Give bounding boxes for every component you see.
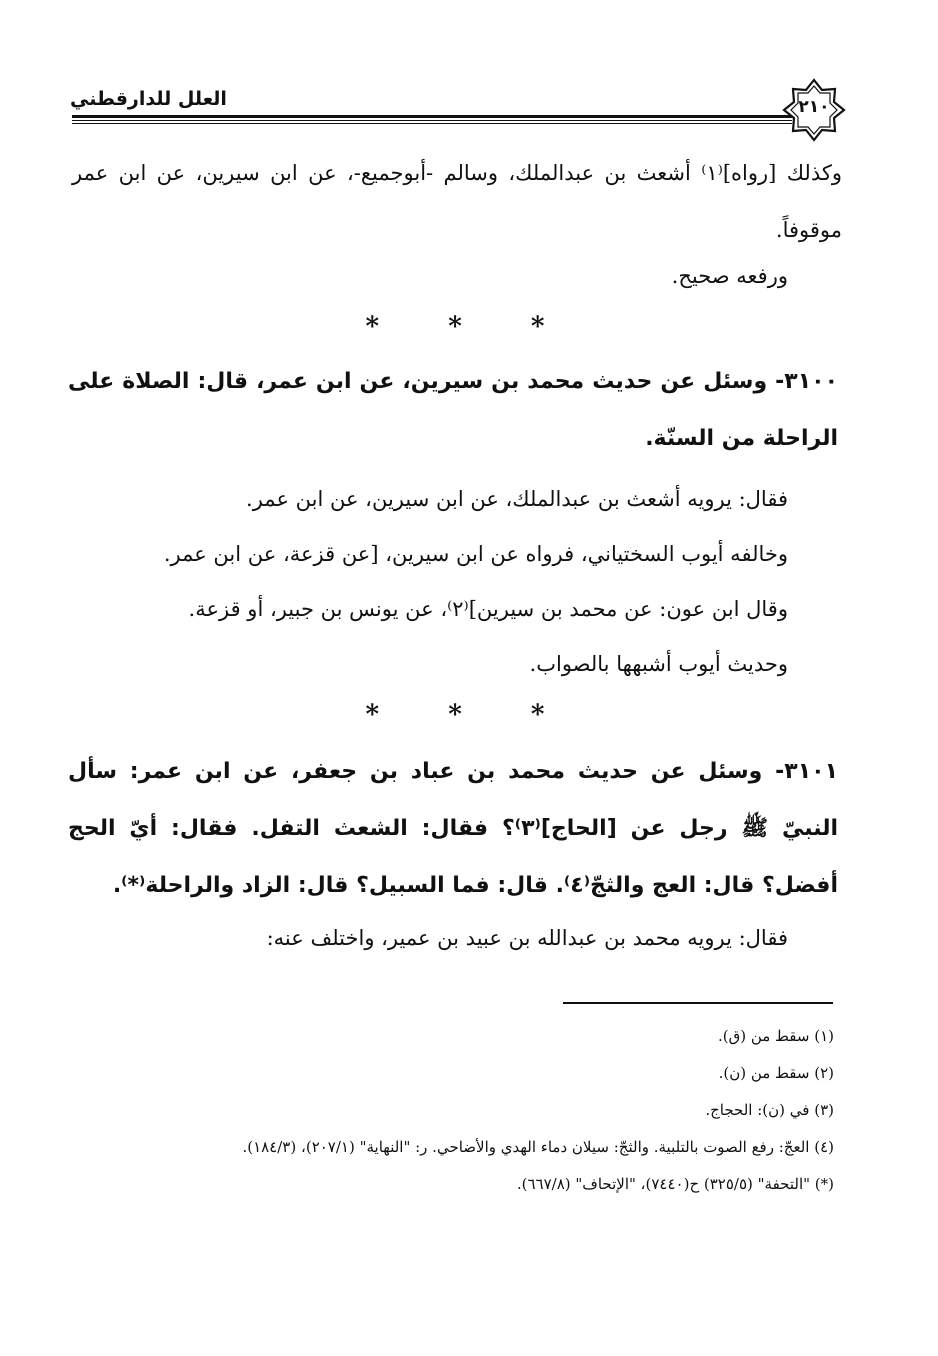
footnote-3: (٣) في (ن): الحجاج. bbox=[705, 1101, 834, 1119]
entry-3101-answer: فقال: يرويه محمد بن عبدالله بن عبيد بن عمير، واختلف عنه: bbox=[266, 926, 788, 950]
entry-3101-heading: ٣١٠١- وسئل عن حديث محمد بن عباد بن جعفر، عن ابن عمر: سأل النبيّ ﷺ رجل عن [الحاج]⁽٣⁾؟ فقال: الشعث التفل. فقال: أيّ الحج أفضل؟ قال: العج والثجّ⁽٤⁾. قال: فما السبيل؟ قال: الزاد والراحلة⁽*⁾. bbox=[68, 759, 838, 898]
separator-star: * bbox=[365, 312, 380, 342]
answer-line: وحديث أيوب أشبهها بالصواب. bbox=[529, 652, 788, 676]
footnote-separator bbox=[563, 1002, 833, 1004]
entry-3100-heading: ٣١٠٠- وسئل عن حديث محمد بن سيرين، عن ابن عمر، قال: الصلاة على الراحلة من السنّة. bbox=[68, 369, 838, 451]
footnotes bbox=[114, 1018, 834, 1203]
page-number-badge bbox=[782, 78, 846, 142]
footnote-1: (١) سقط من (ق). bbox=[717, 1027, 834, 1045]
footnote-star: (*) "التحفة" (٣٢٥/٥) ح(٧٤٤٠)، "الإتحاف" (٦٦٧/٨). bbox=[516, 1175, 834, 1193]
paragraph-verdict: ورفعه صحيح. bbox=[671, 264, 788, 288]
separator-star: * bbox=[530, 700, 545, 730]
separator-star: * bbox=[530, 312, 545, 342]
answer-line: فقال: يرويه أشعث بن عبدالملك، عن ابن سيرين، عن ابن عمر. bbox=[246, 487, 788, 511]
separator-star: * bbox=[448, 312, 462, 342]
answer-line: وقال ابن عون: عن محمد بن سيرين]⁽٢⁾، عن يونس بن جبير، أو قزعة. bbox=[188, 597, 788, 621]
header-rule bbox=[72, 120, 792, 121]
running-title: العلل للدارقطني bbox=[70, 88, 227, 110]
entry-3100-answer bbox=[108, 472, 788, 692]
footnote-4: (٤) العجّ: رفع الصوت بالتلبية. والثجّ: سيلان دماء الهدي والأضاحي. ر: "النهاية" (٢٠٧/١)، (١٨٤/٣). bbox=[242, 1138, 834, 1156]
page-number: ٢١٠ bbox=[798, 97, 830, 117]
answer-line: وخالفه أيوب السختياني، فرواه عن ابن سيرين، [عن قزعة، عن ابن عمر. bbox=[163, 542, 788, 566]
section-separator bbox=[0, 700, 924, 730]
paragraph-continued: وكذلك [رواه]⁽١⁾ أشعث بن عبدالملك، وسالم -أبوجميع-، عن ابن سيرين، عن ابن عمر موقوفاً. bbox=[72, 161, 842, 242]
separator-star: * bbox=[448, 700, 462, 730]
footnote-2: (٢) سقط من (ن). bbox=[718, 1064, 834, 1082]
section-separator bbox=[0, 312, 924, 342]
header-rule bbox=[72, 115, 792, 118]
separator-star: * bbox=[365, 700, 380, 730]
header-rule bbox=[72, 123, 792, 124]
